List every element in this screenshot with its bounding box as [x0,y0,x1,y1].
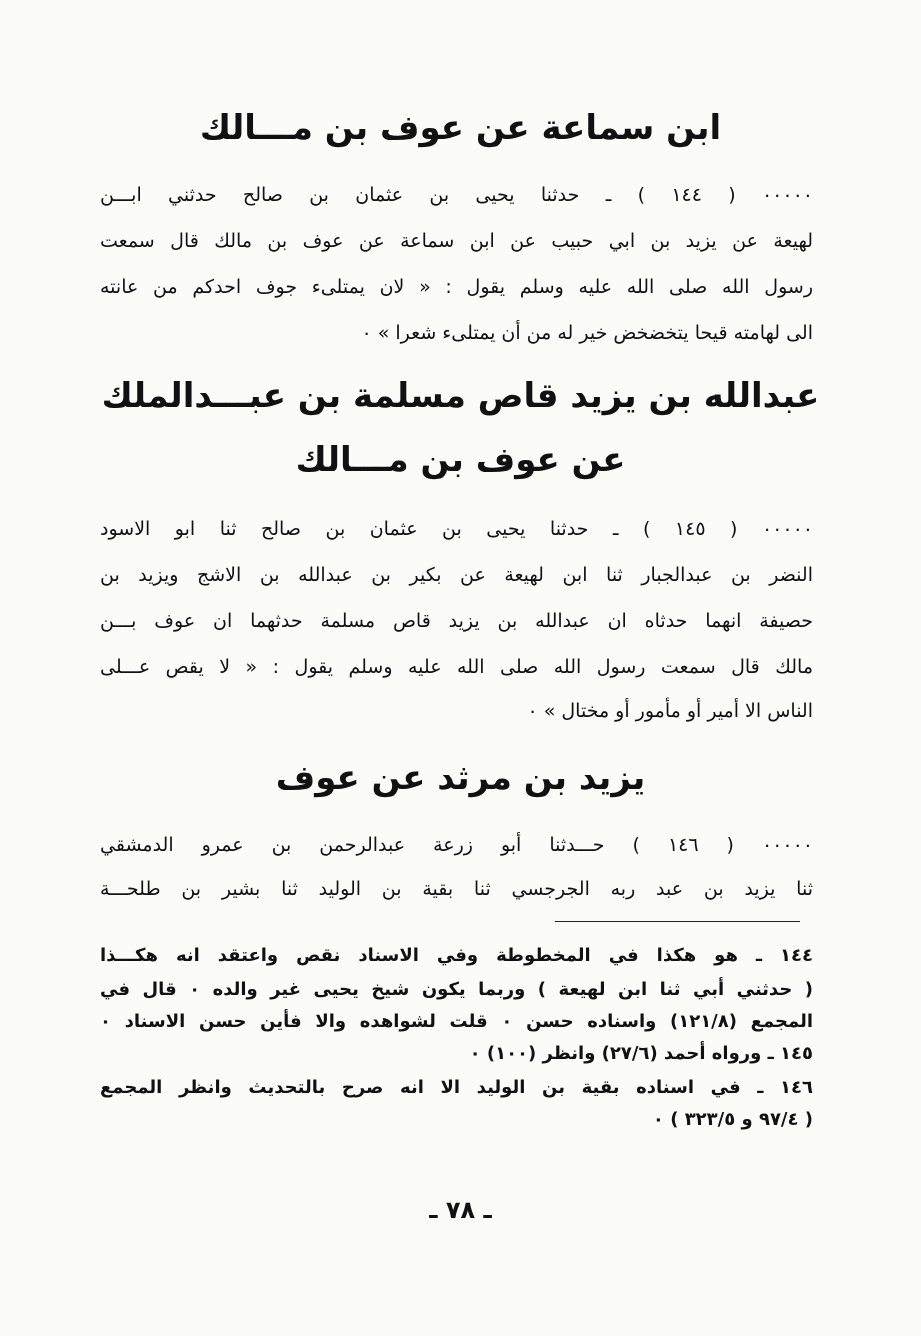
footnote-line: ١٤٥ ـ ورواه أحمد (٢٧/٦) وانظر (١٠٠) ٠ [469,1043,813,1064]
text-line: ثنا يزيد بن عبد ربه الجرجسي ثنا بقية بن الوليد ثنا بشير بن طلحـــة [100,878,813,900]
footnote-line: ( ٩٧/٤ و ٣٢٣/٥ ) ٠ [652,1109,813,1130]
text-line: الى لهامته قيحا يتخضخض خير له من أن يمتلىء شعرا » ٠ [361,322,813,344]
footnote-line: ١٤٦ ـ في اسناده بقية بن الوليد الا انه صرح بالتحديث وانظر المجمع [100,1077,813,1098]
text-line: حصيفة انهما حدثاه ان عبدالله بن يزيد قاص مسلمة حدثهما ان عوف بـــن [100,610,813,632]
text-line: ٠٠٠٠٠ ( ١٤٤ ) ـ حدثنا يحيى بن عثمان بن صالح حدثني ابـــن [100,184,813,206]
section-heading-145-line-2: عن عوف بن مـــالك [295,440,626,480]
section-heading-144: ابن سماعة عن عوف بن مـــالك [199,108,722,148]
text-line: رسول الله صلى الله عليه وسلم يقول : « لان يمتلىء جوف احدكم من عانته [100,276,813,298]
footnote-divider [555,921,800,922]
text-line: النضر بن عبدالجبار ثنا ابن لهيعة عن بكير بن عبدالله بن الاشج ويزيد بن [100,564,813,586]
text-line: مالك قال سمعت رسول الله صلى الله عليه وسلم يقول : « لا يقص عـــلى [100,656,813,678]
page-number: ـ ٧٨ ـ [429,1196,492,1224]
text-line: ٠٠٠٠٠ ( ١٤٥ ) ـ حدثنا يحيى بن عثمان بن صالح ثنا ابو الاسود [100,518,813,540]
footnote-line: المجمع (١٢١/٨) واسناده حسن ٠ قلت لشواهده والا فأين حسن الاسناد ٠ [100,1011,813,1032]
footnote-line: ( حدثني أبي ثنا ابن لهيعة ) وربما يكون شيخ يحيى غير والده ٠ قال في [100,979,813,1000]
text-line: الناس الا أمير أو مأمور أو مختال » ٠ [527,700,813,722]
section-heading-146: يزيد بن مرثد عن عوف [275,758,646,798]
footnote-line: ١٤٤ ـ هو هكذا في المخطوطة وفي الاسناد نقص واعتقد انه هكـــذا [100,945,813,966]
text-line: لهيعة عن يزيد بن ابي حبيب عن ابن سماعة عن عوف بن مالك قال سمعت [100,230,813,252]
text-line: ٠٠٠٠٠ ( ١٤٦ ) حـــدثنا أبو زرعة عبدالرحمن بن عمرو الدمشقي [100,834,813,856]
section-heading-145-line-1: عبدالله بن يزيد قاص مسلمة بن عبـــدالملك [101,376,820,416]
